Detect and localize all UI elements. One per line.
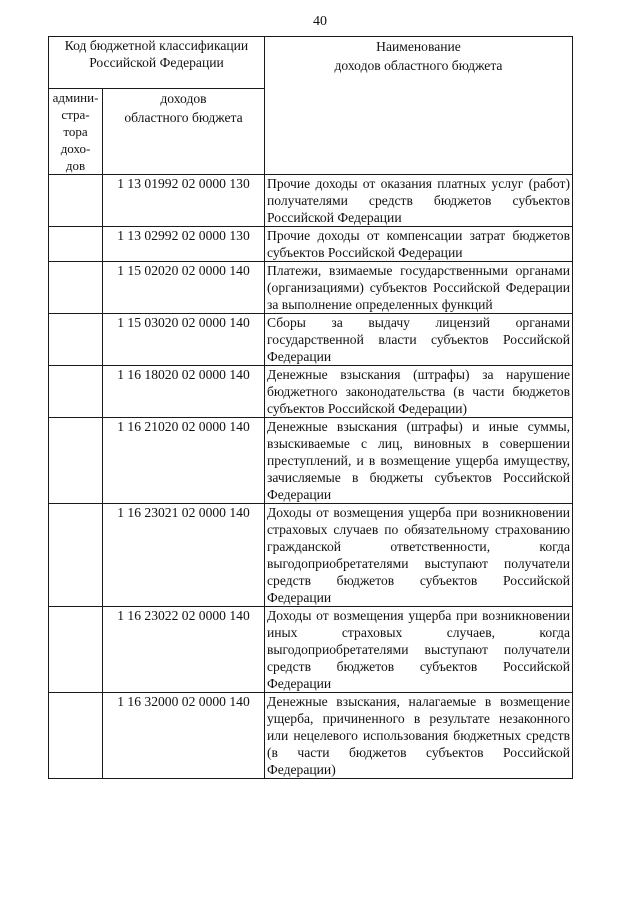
- admin-code-cell: [49, 227, 103, 262]
- name-column-header-text: Наименование доходов областного бюджета: [334, 39, 503, 73]
- admin-code-cell: [49, 693, 103, 779]
- table-row: [49, 227, 573, 262]
- income-code-cell: 1 16 18020 02 0000 140: [103, 366, 265, 418]
- admin-code-cell: [49, 504, 103, 607]
- income-code-cell: 1 13 01992 02 0000 130: [103, 175, 265, 227]
- admin-column-header-text: админи- стра- тора дохо- дов: [52, 90, 99, 173]
- income-name-cell: Денежные взыскания, налагаемые в возмещение ущерба, причиненного в результате незаконного или нецелевого использования бюджетных средств (в части бюджетов субъектов Российской Федерации): [265, 693, 573, 779]
- income-code-cell: 1 13 02992 02 0000 130: [103, 227, 265, 262]
- table-header-row-1: [49, 37, 573, 89]
- income-code-cell: 1 16 21020 02 0000 140: [103, 418, 265, 504]
- table-row: [49, 314, 573, 366]
- income-name-cell: Доходы от возмещения ущерба при возникновении страховых случаев по обязательному страхованию гражданской ответственности, когда выгодоприобретателями выступают получатели средств бюджетов субъектов Российской Федерации: [265, 504, 573, 607]
- admin-code-cell: [49, 418, 103, 504]
- admin-code-cell: [49, 607, 103, 693]
- name-column-header: [265, 37, 573, 175]
- income-column-header-text: доходов областного бюджета: [124, 91, 243, 125]
- income-code-cell: 1 16 32000 02 0000 140: [103, 693, 265, 779]
- table-row: [49, 418, 573, 504]
- admin-code-cell: [49, 314, 103, 366]
- page-number: 40: [313, 14, 327, 29]
- income-name-cell: Платежи, взимаемые государственными органами (организациями) субъектов Российской Федерации за выполнение определенных функций: [265, 262, 573, 314]
- income-code-cell: 1 15 03020 02 0000 140: [103, 314, 265, 366]
- admin-column-header: [49, 89, 103, 175]
- admin-code-cell: [49, 366, 103, 418]
- admin-code-cell: [49, 262, 103, 314]
- table-row: [49, 504, 573, 607]
- budget-classification-table: [48, 36, 573, 779]
- table-row: [49, 175, 573, 227]
- table-row: [49, 366, 573, 418]
- admin-code-cell: [49, 175, 103, 227]
- income-column-header: [103, 89, 265, 175]
- table-row: [49, 262, 573, 314]
- income-code-cell: 1 15 02020 02 0000 140: [103, 262, 265, 314]
- income-code-cell: 1 16 23021 02 0000 140: [103, 504, 265, 607]
- table-row: [49, 693, 573, 779]
- code-group-header: Код бюджетной классификации Российской Федерации: [49, 37, 265, 89]
- income-name-cell: Денежные взыскания (штрафы) и иные суммы, взыскиваемые с лиц, виновных в совершении преступлений, и в возмещение ущерба имуществу, зачисляемые в бюджеты субъектов Российской Федерации: [265, 418, 573, 504]
- income-name-cell: Сборы за выдачу лицензий органами государственной власти субъектов Российской Федерации: [265, 314, 573, 366]
- income-name-cell: Доходы от возмещения ущерба при возникновении иных страховых случаев, когда выгодоприобретателями выступают получатели средств бюджетов субъектов Российской Федерации: [265, 607, 573, 693]
- table-row: [49, 607, 573, 693]
- income-code-cell: 1 16 23022 02 0000 140: [103, 607, 265, 693]
- income-name-cell: Денежные взыскания (штрафы) за нарушение бюджетного законодательства (в части бюджетов субъектов Российской Федерации): [265, 366, 573, 418]
- income-name-cell: Прочие доходы от оказания платных услуг (работ) получателями средств бюджетов субъектов Российской Федерации: [265, 175, 573, 227]
- income-name-cell: Прочие доходы от компенсации затрат бюджетов субъектов Российской Федерации: [265, 227, 573, 262]
